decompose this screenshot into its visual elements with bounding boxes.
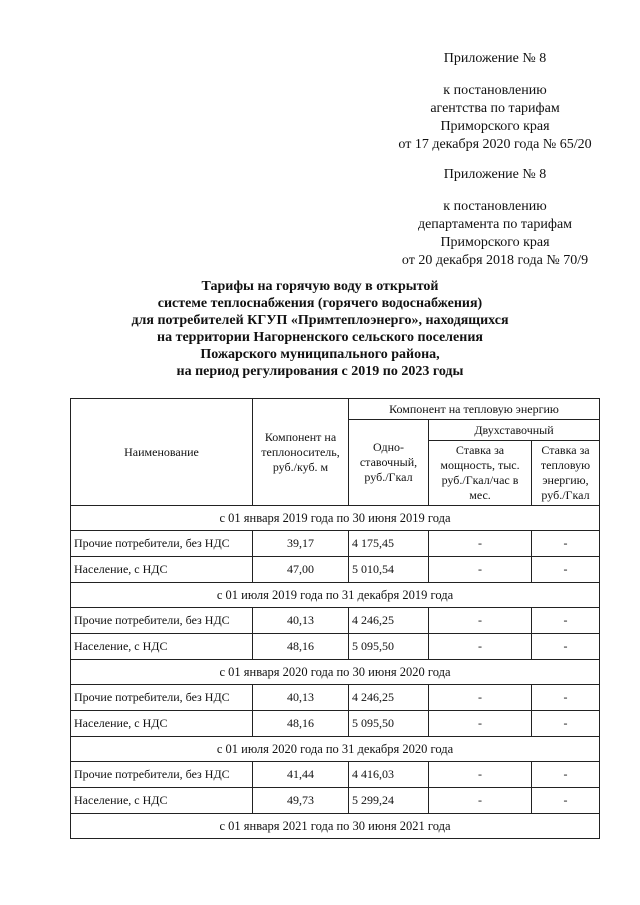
table-row: [71, 557, 600, 583]
document-title: [60, 278, 580, 380]
title-line: для потребителей КГУП «Примтеплоэнерго», находящихся: [131, 313, 509, 328]
header-capacity-rate: Ставка за мощность, тыс. руб./Гкал/час в мес.: [429, 441, 532, 506]
annex-line: от 17 декабря 2020 года № 65/20: [398, 137, 592, 152]
period-label: с 01 января 2021 года по 30 июня 2021 года: [71, 814, 600, 839]
table-row: [71, 685, 600, 711]
table-row: [71, 762, 600, 788]
row-name: Прочие потребители, без НДС: [71, 762, 253, 788]
row-name: Прочие потребители, без НДС: [71, 685, 253, 711]
cell-carrier: 41,44: [253, 762, 349, 788]
table-row: [71, 531, 600, 557]
row-name: Население, с НДС: [71, 788, 253, 814]
row-name: Прочие потребители, без НДС: [71, 608, 253, 634]
title-line: системе теплоснабжения (горячего водоснабжения): [157, 296, 483, 311]
header-double-rate: Двухставочный: [429, 420, 600, 441]
header-energy-component: Компонент на тепловую энергию: [349, 399, 600, 420]
cell-single-rate: 5 010,54: [349, 557, 429, 583]
row-name: Население, с НДС: [71, 557, 253, 583]
cell-single-rate: 5 299,24: [349, 788, 429, 814]
period-row: [71, 737, 600, 762]
cell-carrier: 40,13: [253, 608, 349, 634]
cell-capacity-rate: -: [429, 685, 532, 711]
cell-single-rate: 4 175,45: [349, 531, 429, 557]
cell-carrier: 39,17: [253, 531, 349, 557]
cell-energy-rate: -: [532, 634, 600, 660]
table-row: [71, 788, 600, 814]
title-line: Пожарского муниципального района,: [200, 347, 440, 362]
cell-single-rate: 5 095,50: [349, 711, 429, 737]
annex-line: агентства по тарифам: [430, 101, 560, 116]
table-row: [71, 634, 600, 660]
period-row: [71, 583, 600, 608]
title-line: Тарифы на горячую воду в открытой: [201, 279, 439, 294]
period-row: [71, 814, 600, 839]
annex-block-1: [370, 50, 620, 154]
cell-energy-rate: -: [532, 788, 600, 814]
annex-line: от 20 декабря 2018 года № 70/9: [401, 253, 589, 268]
cell-capacity-rate: -: [429, 608, 532, 634]
period-label: с 01 июля 2020 года по 31 декабря 2020 года: [71, 737, 600, 762]
cell-carrier: 47,00: [253, 557, 349, 583]
annex-line: департамента по тарифам: [417, 217, 573, 232]
row-name: Прочие потребители, без НДС: [71, 531, 253, 557]
row-name: Население, с НДС: [71, 711, 253, 737]
cell-energy-rate: -: [532, 762, 600, 788]
annex-title: Приложение № 8: [443, 51, 547, 66]
table-row: [71, 608, 600, 634]
annex-title: Приложение № 8: [443, 167, 547, 182]
cell-energy-rate: -: [532, 557, 600, 583]
cell-capacity-rate: -: [429, 557, 532, 583]
header-single-rate: Одно-ставочный, руб./Гкал: [349, 420, 429, 506]
cell-single-rate: 5 095,50: [349, 634, 429, 660]
table-row: [71, 711, 600, 737]
header-name: Наименование: [71, 399, 253, 506]
cell-capacity-rate: -: [429, 531, 532, 557]
period-row: [71, 506, 600, 531]
period-label: с 01 июля 2019 года по 31 декабря 2019 года: [71, 583, 600, 608]
cell-single-rate: 4 246,25: [349, 608, 429, 634]
header-carrier: Компонент на теплоноситель, руб./куб. м: [253, 399, 349, 506]
cell-energy-rate: -: [532, 608, 600, 634]
row-name: Население, с НДС: [71, 634, 253, 660]
annex-line: Приморского края: [440, 235, 550, 250]
annex-line: к постановлению: [443, 199, 547, 214]
period-row: [71, 660, 600, 685]
cell-capacity-rate: -: [429, 762, 532, 788]
header-energy-rate: Ставка за тепловую энергию, руб./Гкал: [532, 441, 600, 506]
cell-capacity-rate: -: [429, 711, 532, 737]
cell-single-rate: 4 246,25: [349, 685, 429, 711]
cell-single-rate: 4 416,03: [349, 762, 429, 788]
annex-line: Приморского края: [440, 119, 550, 134]
cell-carrier: 48,16: [253, 711, 349, 737]
cell-carrier: 49,73: [253, 788, 349, 814]
title-line: на территории Нагорненского сельского поселения: [157, 330, 483, 345]
cell-capacity-rate: -: [429, 788, 532, 814]
period-label: с 01 января 2020 года по 30 июня 2020 года: [71, 660, 600, 685]
cell-carrier: 48,16: [253, 634, 349, 660]
annex-line: к постановлению: [443, 83, 547, 98]
cell-capacity-rate: -: [429, 634, 532, 660]
period-label: с 01 января 2019 года по 30 июня 2019 года: [71, 506, 600, 531]
cell-energy-rate: -: [532, 531, 600, 557]
cell-carrier: 40,13: [253, 685, 349, 711]
tariff-table: [70, 398, 600, 839]
cell-energy-rate: -: [532, 711, 600, 737]
cell-energy-rate: -: [532, 685, 600, 711]
title-line: на период регулирования с 2019 по 2023 годы: [176, 364, 464, 379]
annex-block-2: [370, 166, 620, 270]
